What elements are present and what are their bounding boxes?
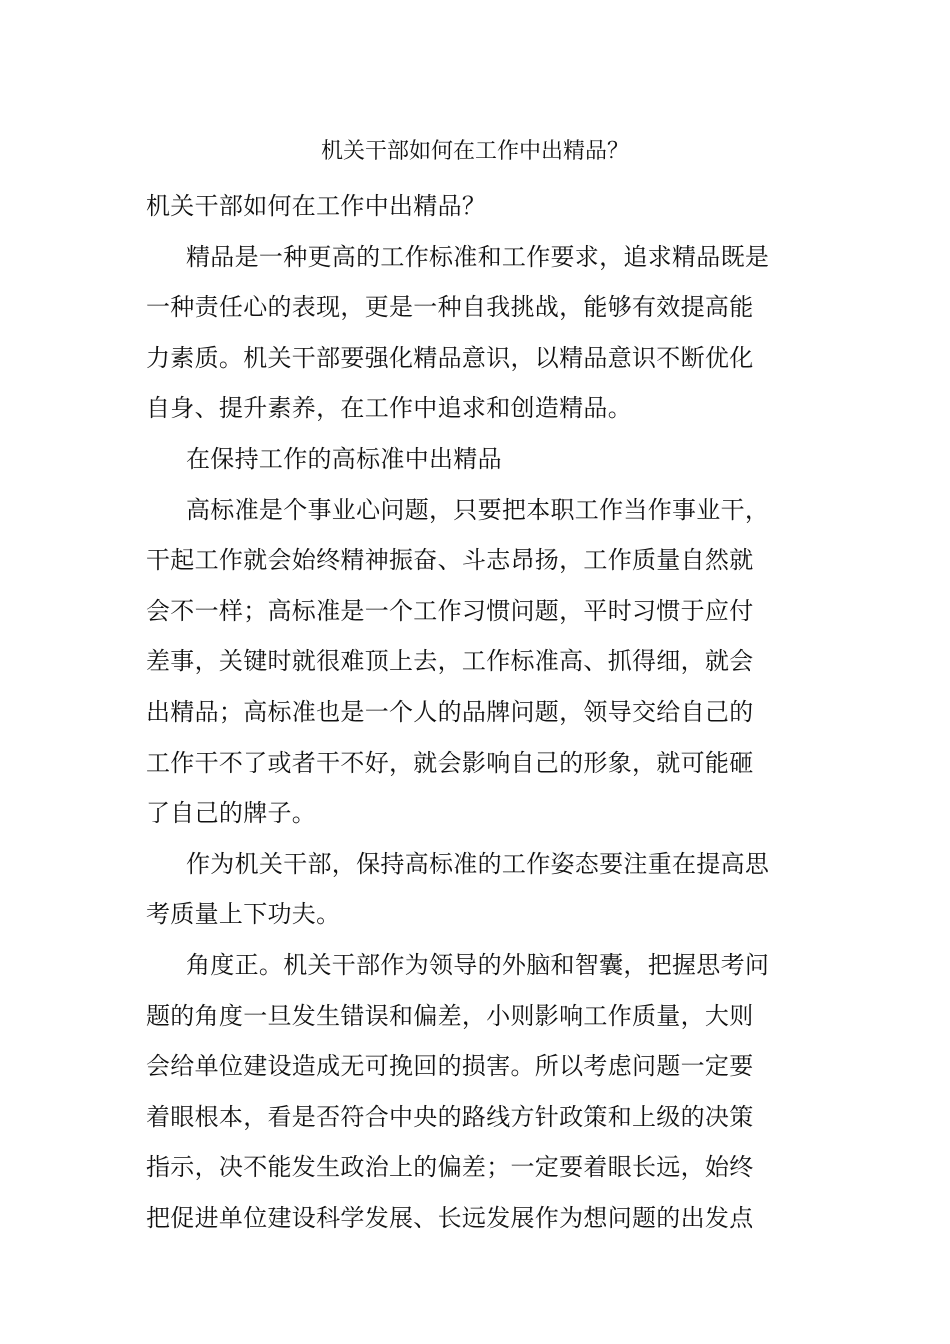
text-line: 精品是一种更高的工作标准和工作要求，追求精品既是: [186, 242, 770, 271]
text-line: 着眼根本，看是否符合中央的路线方针政策和上级的决策: [146, 1102, 754, 1131]
text-line: 干起工作就会始终精神振奋、斗志昂扬，工作质量自然就: [146, 546, 754, 575]
text-line: 了自己的牌子。: [146, 799, 317, 828]
text-line: 工作干不了或者干不好，就会影响自己的形象，就可能砸: [146, 748, 754, 777]
text-line: 机关干部如何在工作中出精品？: [146, 192, 487, 220]
text-line: 考质量上下功夫。: [146, 900, 341, 929]
text-line: 角度正。机关干部作为领导的外脑和智囊，把握思考问: [186, 950, 770, 979]
text-line: 把促进单位建设科学发展、长远发展作为想问题的出发点: [146, 1203, 754, 1232]
text-line: 力素质。机关干部要强化精品意识，以精品意识不断优化: [146, 343, 754, 372]
text-line: 差事，关键时就很难顶上去，工作标准高、抓得细，就会: [146, 647, 754, 676]
text-line: 出精品；高标准也是一个人的品牌问题，领导交给自己的: [146, 697, 754, 726]
text-line: 会给单位建设造成无可挽回的损害。所以考虑问题一定要: [146, 1052, 754, 1081]
text-line: 高标准是个事业心问题，只要把本职工作当作事业干，: [186, 495, 770, 524]
text-line: 会不一样；高标准是一个工作习惯问题，平时习惯于应付: [146, 596, 754, 625]
text-line: 自身、提升素养，在工作中追求和创造精品。: [146, 394, 632, 423]
text-line: 在保持工作的高标准中出精品: [186, 444, 502, 473]
document-body: [146, 181, 808, 1243]
text-line: 作为机关干部，保持高标准的工作姿态要注重在提高思: [186, 849, 770, 878]
document-title: 机关干部如何在工作中出精品？: [320, 139, 629, 164]
text-line: 一种责任心的表现，更是一种自我挑战，能够有效提高能: [146, 293, 754, 322]
text-line: 题的角度一旦发生错误和偏差，小则影响工作质量，大则: [146, 1001, 754, 1030]
text-line: 指示，决不能发生政治上的偏差；一定要着眼长远，始终: [146, 1153, 754, 1182]
